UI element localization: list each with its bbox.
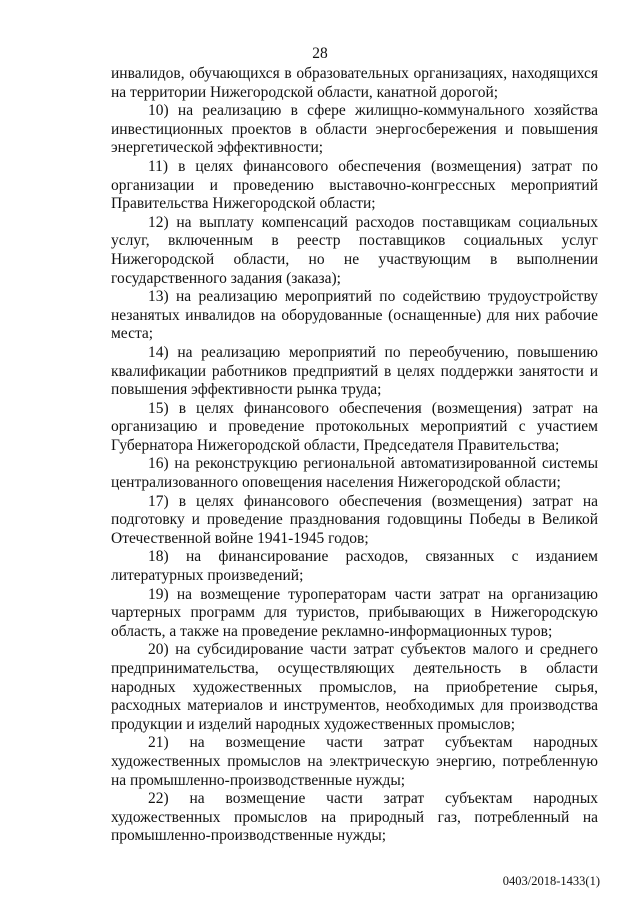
list-item-21: 21) на возмещение части затрат субъектам народных художественных промыслов на электрическую энергию, потребленную на промышленно-производственные нужды; — [111, 734, 598, 789]
list-item-11: 11) в целях финансового обеспечения (возмещения) затрат по организации и проведению выставочно-конгрессных мероприятий Правительства Нижегородской области; — [111, 157, 598, 213]
list-item-13: 13) на реализацию мероприятий по содействию трудоустройству незанятых инвалидов на оборудованные (оснащенные) для них рабочие места; — [111, 288, 598, 343]
list-item-17: 17) в целях финансового обеспечения (возмещения) затрат на подготовку и проведение празднования годовщины Победы в Великой Отечественной войне 1941-1945 годов; — [111, 492, 598, 547]
list-item-22: 22) на возмещение части затрат субъектам народных художественных промыслов на природный газ, потребленный на промышленно-производственные нужды; — [111, 790, 598, 845]
list-item-12: 12) на выплату компенсаций расходов поставщикам социальных услуг, включенным в реестр поставщиков социальных услуг Нижегородской области, но не участвующим в выполнении государственного задания (заказа); — [111, 213, 598, 287]
paragraph-continuation: инвалидов, обучающихся в образовательных организациях, находящихся на территории Нижегородской области, канатной дорогой; — [111, 65, 598, 101]
list-item-16: 16) на реконструкцию региональной автоматизированной системы централизованного оповещения населения Нижегородской области; — [111, 455, 598, 492]
list-item-20: 20) на субсидирование части затрат субъектов малого и среднего предпринимательства, осуществляющих деятельность в области народных художественных промыслов, на приобретение сырья, расходных материалов и инструментов, необходимых для производства продукции и изделий народных художественных промыслов; — [111, 641, 598, 733]
document-code: 0403/2018-1433(1) — [502, 874, 600, 888]
page-number: 28 — [312, 45, 328, 62]
list-item-14: 14) на реализацию мероприятий по переобучению, повышению квалификации работников предприятий в целях поддержки занятости и повышения эффективности рынка труда; — [111, 343, 598, 399]
list-item-10: 10) на реализацию в сфере жилищно-коммунального хозяйства инвестиционных проектов в области энергосбережения и повышения энергетической эффективности; — [111, 102, 598, 157]
list-item-18: 18) на финансирование расходов, связанных с изданием литературных произведений; — [111, 548, 598, 585]
list-item-15: 15) в целях финансового обеспечения (возмещения) затрат на организацию и проведение протокольных мероприятий с участием Губернатора Нижегородской области, Председателя Правительства; — [111, 399, 598, 454]
document-body — [111, 65, 598, 846]
list-item-19: 19) на возмещение туроператорам части затрат на организацию чартерных программ для туристов, прибывающих в Нижегородскую область, а также на проведение рекламно-информационных туров; — [111, 585, 598, 640]
